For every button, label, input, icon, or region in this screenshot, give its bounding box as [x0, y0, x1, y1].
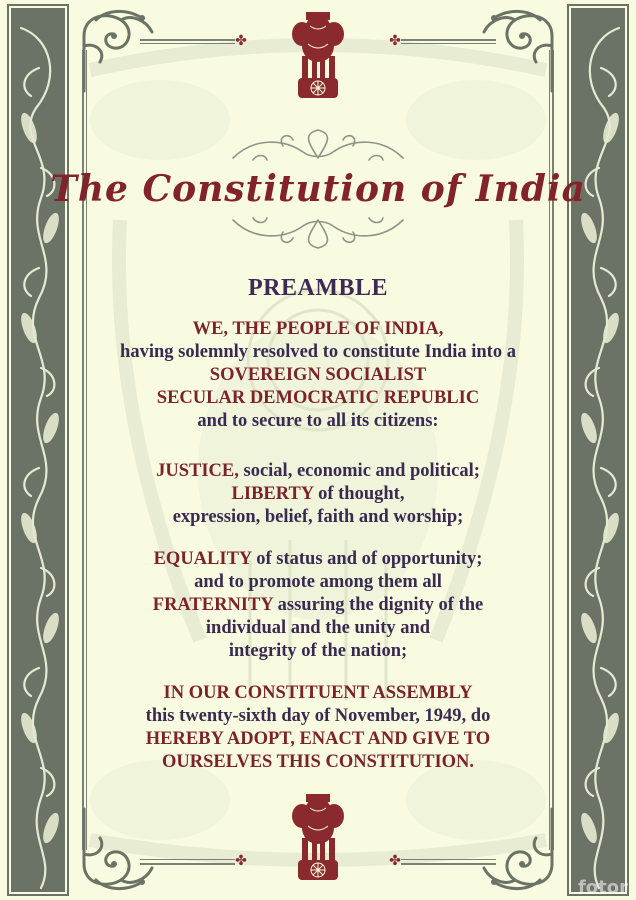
text-segment: EQUALITY: [153, 549, 252, 569]
preamble-line: [100, 387, 536, 410]
watermark-logo: fotor: [577, 877, 628, 898]
text-segment: IN OUR CONSTITUENT ASSEMBLY: [163, 683, 473, 703]
title-flourish-top-icon: [223, 128, 413, 164]
preamble-line: [100, 594, 536, 617]
document-title: The Constitution of India: [50, 168, 586, 210]
left-ornamental-border: [9, 6, 67, 894]
preamble-line: [100, 705, 536, 728]
preamble-paragraph-4: [100, 682, 536, 774]
text-segment: SECULAR DEMOCRATIC REPUBLIC: [156, 388, 480, 408]
text-segment: HEREBY ADOPT, ENACT AND GIVE TO: [145, 729, 491, 749]
preamble-line: [100, 751, 536, 774]
text-segment: of thought,: [313, 484, 405, 504]
preamble-line: [100, 548, 536, 571]
preamble-line: [100, 410, 536, 433]
preamble-line: [100, 460, 536, 483]
text-segment: having solemnly resolved to constitute India into a: [120, 342, 516, 362]
preamble-line: [100, 506, 536, 529]
preamble-line: [100, 617, 536, 640]
corner-scroll-icon: [76, 804, 156, 894]
text-segment: individual and the unity and: [205, 618, 431, 638]
ashoka-lion-capital-icon: [288, 786, 348, 884]
preamble-line: [100, 483, 536, 506]
preamble-line: [100, 682, 536, 705]
preamble-line: [100, 341, 536, 364]
floral-scroll-icon: [571, 8, 627, 894]
preamble-line: [100, 571, 536, 594]
text-segment: FRATERNITY: [152, 595, 274, 615]
corner-scroll-icon: [480, 6, 560, 96]
preamble-line: [100, 318, 536, 341]
flower-icon: ✤: [235, 33, 247, 49]
floral-scroll-icon: [11, 8, 67, 894]
text-segment: SOVEREIGN SOCIALIST: [209, 365, 427, 385]
preamble-heading: PREAMBLE: [247, 275, 388, 301]
preamble-line: [100, 364, 536, 387]
text-segment: expression, belief, faith and worship;: [172, 507, 464, 527]
text-segment: OURSELVES THIS CONSTITUTION.: [161, 752, 475, 772]
text-segment: WE, THE PEOPLE OF INDIA,: [192, 319, 444, 339]
text-segment: this twenty-sixth day of November, 1949, do: [145, 706, 491, 726]
preamble-line: [100, 640, 536, 663]
text-segment: JUSTICE,: [156, 461, 239, 481]
preamble-line: [100, 728, 536, 751]
text-segment: assuring the dignity of the: [273, 595, 484, 615]
corner-scroll-icon: [480, 804, 560, 894]
flower-icon: ✤: [389, 853, 401, 869]
text-segment: and to secure to all its citizens:: [197, 411, 439, 431]
flower-icon: ✤: [389, 33, 401, 49]
text-segment: integrity of the nation;: [228, 641, 408, 661]
title-flourish-bottom-icon: [223, 214, 413, 250]
text-segment: of status and of opportunity;: [251, 549, 483, 569]
text-segment: social, economic and political;: [238, 461, 480, 481]
right-ornamental-border: [569, 6, 627, 894]
preamble-paragraph-3: [100, 548, 536, 663]
ashoka-lion-capital-icon: [288, 4, 348, 102]
flower-icon: ✤: [235, 853, 247, 869]
corner-scroll-icon: [76, 6, 156, 96]
preamble-paragraph-2: [100, 460, 536, 529]
text-segment: and to promote among them all: [194, 572, 442, 592]
text-segment: LIBERTY: [231, 484, 314, 504]
preamble-paragraph-1: [100, 318, 536, 433]
